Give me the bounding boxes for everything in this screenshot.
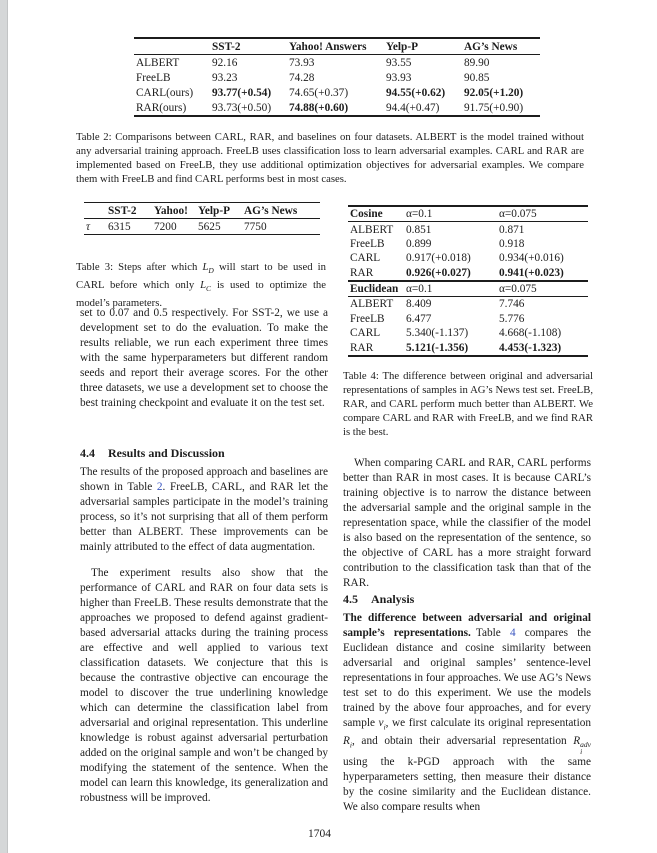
row-label: ALBERT — [136, 57, 180, 69]
table-cell: 93.23 — [212, 72, 238, 84]
row-label: RAR(ours) — [136, 102, 187, 114]
table-cell: 5.776 — [499, 312, 525, 325]
table-cell: 73.93 — [289, 57, 315, 69]
table-cell: 94.55(+0.62) — [386, 87, 446, 99]
table-cell: 89.90 — [464, 57, 490, 69]
caption-text: is used to optimize the model’s parameters. — [76, 279, 326, 310]
table-column-header: Yahoo! Answers — [289, 41, 367, 53]
body-text: Table — [475, 627, 510, 639]
row-label: ALBERT — [350, 223, 394, 236]
table-cell: 0.871 — [499, 223, 525, 236]
table-column-header: SST-2 — [108, 204, 137, 217]
page-left-edge — [0, 0, 8, 853]
table-section-label: Euclidean — [350, 283, 399, 296]
body-text: compares the Euclidean distance and cosine similarity between adversarial and original samples’ sentence-level representations in four approaches. We use AG’s News test set to do this experiment. We use the models trained by the above four approaches, and for every sample — [343, 627, 591, 729]
table-cell: 93.73(+0.50) — [212, 102, 272, 114]
table-cell: 93.55 — [386, 57, 412, 69]
table-row — [348, 222, 588, 237]
row-label-tau: τ — [86, 220, 91, 233]
table-row — [134, 55, 540, 71]
table-row — [348, 266, 588, 281]
table-cell: 7200 — [154, 220, 177, 233]
table-4 — [348, 205, 588, 357]
math-subscript: i — [383, 722, 386, 732]
body-text: , we first calculate its original representation — [385, 717, 591, 729]
table-row — [348, 340, 588, 355]
table-cell: 0.851 — [406, 223, 432, 236]
table-4-caption: Table 4: The difference between original and adversarial representations of samples in AG’s News test set. FreeLB, RAR, and CARL perform much better than ALBERT. We compare CARL and RAR with FreeLB, and we find RAR is the best. — [343, 370, 593, 438]
table-cell: 0.899 — [406, 237, 432, 250]
math-symbol: v — [378, 717, 384, 729]
table-column-header: SST-2 — [212, 41, 241, 53]
body-text: . FreeLB, CARL, and RAR let the adversarial samples participate in the model’s training process, so it’s not surprising that all of them perform better than ALBERT. These improvements can be mainly attributed to the effect of data augmentation. — [80, 481, 328, 553]
page-number: 1704 — [308, 828, 331, 840]
table-2-caption: Table 2: Comparisons between CARL, RAR, and baselines on four datasets. ALBERT is the model trained without any adversarial training approach. FreeLB uses classification loss to learn adversarial examples. CARL and RAR are implemented based on FreeLB, they use additional optimization objectives for adversarial examples. We compare them with FreeLB and find CARL performs best in most cases. — [76, 131, 584, 185]
table-2 — [134, 37, 540, 117]
table-cell: 6315 — [108, 220, 131, 233]
table-row — [134, 100, 540, 116]
table-column-header: Yelp-P — [198, 204, 231, 217]
body-paragraph — [343, 611, 591, 815]
table-row — [134, 70, 540, 85]
table-column-header: α=0.1 — [406, 208, 433, 221]
table-row — [348, 237, 588, 251]
row-label: FreeLB — [136, 72, 171, 84]
table-cell: 7.746 — [499, 298, 525, 311]
table-row — [134, 85, 540, 100]
table-column-header: α=0.075 — [499, 283, 537, 296]
section-title: Results and Discussion — [108, 446, 225, 460]
row-label: RAR — [350, 341, 374, 354]
table-column-header: α=0.1 — [406, 283, 433, 296]
table-cell: 0.934(+0.016) — [499, 252, 564, 265]
row-label: FreeLB — [350, 312, 385, 325]
math-supsub — [580, 742, 591, 755]
table-cell: 92.05(+1.20) — [464, 87, 524, 99]
table-column-header: α=0.075 — [499, 208, 537, 221]
caption-text: will start to be used in CARL before which only — [76, 261, 326, 292]
section-number: 4.5 — [343, 592, 358, 606]
table-cell: 93.93 — [386, 72, 412, 84]
table-cell: 4.453(-1.323) — [499, 341, 562, 354]
table-column-header — [84, 203, 106, 219]
table-cell: 90.85 — [464, 72, 490, 84]
table-cell: 8.409 — [406, 298, 432, 311]
table-cell: 74.28 — [289, 72, 315, 84]
body-paragraph — [80, 465, 328, 555]
section-title: Analysis — [371, 592, 415, 606]
math-subscript: C — [206, 284, 212, 294]
math-superscript: adv — [580, 740, 591, 750]
math-subscript: i — [349, 740, 352, 750]
body-paragraph: When comparing CARL and RAR, CARL performs better than RAR in most cases. It is because CARL’s training objective is to narrow the distance between the adversarial sample and the original sample in the representation space, while the classifier of the model is also based on the representation of the sentence, so the objective of CARL has a more straight forward contribution to the classification task than that of the RAR. — [343, 457, 591, 589]
table-cell: 94.4(+0.47) — [386, 102, 440, 114]
body-text: using the k-PGD approach with the same hyperparameters setting, then measure their distance by the cosine similarity and the Euclidean distance. We also compare results when — [343, 756, 591, 814]
row-label: CARL(ours) — [136, 87, 194, 99]
table-3-caption — [76, 260, 326, 310]
table-column-header — [134, 38, 210, 55]
table-cell: 6.477 — [406, 312, 432, 325]
table-cell: 92.16 — [212, 57, 238, 69]
table-row — [348, 312, 588, 326]
table-cell: 0.941(+0.023) — [499, 266, 564, 279]
table-2-reference-link[interactable]: 2 — [156, 481, 163, 493]
table-cell: 0.917(+0.018) — [406, 252, 471, 265]
row-label: RAR — [350, 266, 374, 279]
table-4-section-header — [348, 206, 588, 222]
table-3-header-row — [84, 203, 320, 219]
table-cell: 5.121(-1.356) — [406, 341, 469, 354]
table-cell: 91.75(+0.90) — [464, 102, 524, 114]
math-symbol: L — [200, 279, 207, 292]
table-row — [348, 326, 588, 340]
row-label: ALBERT — [350, 298, 394, 311]
table-cell: 0.918 — [499, 237, 525, 250]
table-cell: 93.77(+0.54) — [212, 87, 272, 99]
section-number: 4.4 — [80, 446, 95, 460]
run-in-heading: The difference between adversarial and original sample’s representations. — [343, 612, 591, 639]
table-4-section-header — [348, 281, 588, 297]
caption-text: Table 3: Steps after which — [76, 261, 203, 273]
table-cell: 74.88(+0.60) — [289, 102, 349, 114]
table-cell: 5625 — [198, 220, 221, 233]
table-column-header: Yahoo! — [154, 204, 188, 217]
row-label: CARL — [350, 327, 381, 340]
table-2-header-row — [134, 38, 540, 55]
table-3 — [84, 202, 320, 235]
table-4-reference-link[interactable]: 4 — [509, 627, 516, 639]
math-symbol: R — [573, 735, 581, 748]
table-cell: 7750 — [244, 220, 267, 233]
body-text: The results of the proposed approach and baselines are shown in Table — [80, 466, 328, 493]
table-cell: 74.65(+0.37) — [289, 87, 349, 99]
math-symbol: R — [343, 735, 350, 748]
table-row — [84, 219, 320, 235]
table-cell: 0.926(+0.027) — [406, 266, 471, 279]
math-subscript: i — [580, 746, 583, 756]
table-column-header: Yelp-P — [386, 41, 419, 53]
table-column-header: AG’s News — [464, 41, 518, 53]
math-symbol: L — [202, 261, 209, 273]
section-heading-4-4 — [80, 446, 225, 460]
body-paragraph: The experiment results also show that the performance of CARL and RAR on four data sets is higher than FreeLB. These results demonstrate that the approaches we proposed to defend against gradient-based adversarial attacks during the training process are effective and well applied to various text classification datasets. We conjecture that this is because the contrastive objective can encourage the model to discover the true underlining knowledge which can determine the classification label from adversarial and original representation. This underline knowledge is robust against adversarial perturbation added on the original sample and won’t be changed by modifying the statement of the sentence. When the model can learn this knowledge, its generalization and robustness will be improved. — [80, 567, 328, 804]
table-row — [348, 297, 588, 312]
row-label: FreeLB — [350, 237, 385, 250]
body-paragraph: set to 0.07 and 0.5 respectively. For SST-2, we use a development set to do the evaluation. To make the results reliable, we run each experiment three times with the same hyperparameters but different random seeds and report their average scores. For the other three datasets, we use a development set to choose the best training checkpoint and evaluate it on the test set. — [80, 307, 328, 409]
row-label: CARL — [350, 252, 381, 265]
section-heading-4-5 — [343, 592, 414, 606]
math-subscript: D — [208, 266, 214, 276]
body-text: , and obtain their adversarial representation — [352, 735, 574, 748]
table-section-label: Cosine — [350, 208, 383, 221]
table-column-header: AG’s News — [244, 204, 298, 217]
table-cell: 4.668(-1.108) — [499, 327, 562, 340]
table-cell: 5.340(-1.137) — [406, 327, 469, 340]
table-row — [348, 251, 588, 265]
